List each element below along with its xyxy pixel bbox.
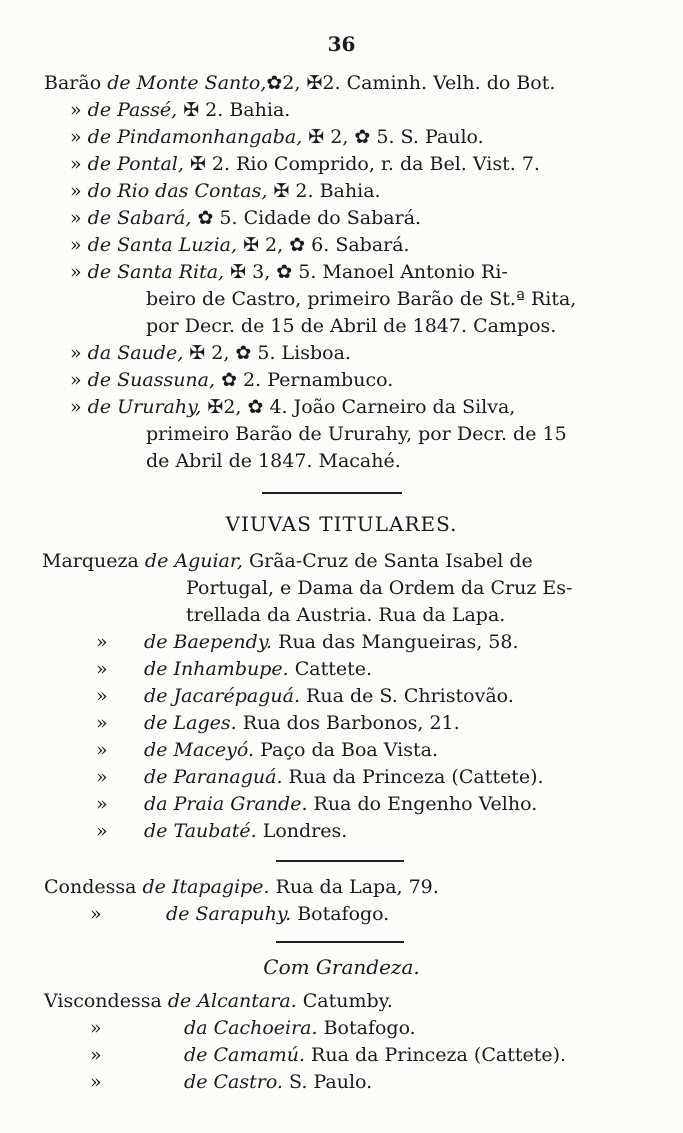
- list-item: de Abril de 1847. Macahé.: [146, 450, 401, 472]
- list-item: primeiro Barão de Ururahy, por Decr. de 15: [146, 423, 567, 445]
- list-item: Marqueza de Aguiar, Grãa-Cruz de Santa Isabel de: [42, 550, 533, 572]
- list-item: » de Ururahy, ✠2, ✿ 4. João Carneiro da Silva,: [70, 396, 516, 418]
- list-item: » de Santa Rita, ✠ 3, ✿ 5. Manoel Antonio Ri-: [70, 261, 508, 283]
- list-item: » de Sabará, ✿ 5. Cidade do Sabará.: [70, 207, 422, 229]
- list-item: » de Passé, ✠ 2. Bahia.: [70, 99, 291, 121]
- section-divider: [276, 941, 404, 943]
- list-item: Viscondessa de Alcantara. Catumby.: [44, 990, 393, 1012]
- list-item: » de Camamú. Rua da Princeza (Cattete).: [90, 1044, 567, 1066]
- list-item: » de Paranaguá. Rua da Princeza (Cattete).: [96, 766, 544, 788]
- list-item: trellada da Austria. Rua da Lapa.: [186, 604, 506, 626]
- list-item: » de Taubaté. Londres.: [96, 820, 348, 842]
- page-number: 36: [327, 32, 356, 56]
- list-item: » do Rio das Contas, ✠ 2. Bahia.: [70, 180, 381, 202]
- list-item: » de Suassuna, ✿ 2. Pernambuco.: [70, 369, 394, 391]
- section-divider: [262, 492, 402, 494]
- list-item: por Decr. de 15 de Abril de 1847. Campos.: [146, 315, 557, 337]
- list-item: » de Castro. S. Paulo.: [90, 1071, 373, 1093]
- list-item: » da Praia Grande. Rua do Engenho Velho.: [96, 793, 538, 815]
- list-item: » de Sarapuhy. Botafogo.: [90, 903, 390, 925]
- list-item: » da Saude, ✠ 2, ✿ 5. Lisboa.: [70, 342, 351, 364]
- list-item: » de Maceyó. Paço da Boa Vista.: [96, 739, 438, 761]
- list-item: Portugal, e Dama da Ordem da Cruz Es-: [186, 577, 573, 599]
- list-item: Barão de Monte Santo,✿2, ✠2. Caminh. Velh. do Bot.: [44, 72, 556, 94]
- list-item: » de Santa Luzia, ✠ 2, ✿ 6. Sabará.: [70, 234, 410, 256]
- list-item: » de Baependy. Rua das Mangueiras, 58.: [96, 631, 519, 653]
- section-heading: VIUVAS TITULARES.: [225, 512, 458, 536]
- list-item: Condessa de Itapagipe. Rua da Lapa, 79.: [44, 876, 439, 898]
- list-item: » de Pindamonhangaba, ✠ 2, ✿ 5. S. Paulo.: [70, 126, 484, 148]
- list-item: » de Lages. Rua dos Barbonos, 21.: [96, 712, 460, 734]
- list-item: » de Jacarépaguá. Rua de S. Christovão.: [96, 685, 514, 707]
- section-subheading: Com Grandeza.: [263, 955, 420, 979]
- list-item: » de Inhambupe. Cattete.: [96, 658, 373, 680]
- section-divider: [276, 860, 404, 862]
- list-item: » da Cachoeira. Botafogo.: [90, 1017, 416, 1039]
- list-item: » de Pontal, ✠ 2. Rio Comprido, r. da Bel. Vist. 7.: [70, 153, 540, 175]
- list-item: beiro de Castro, primeiro Barão de St.ª Rita,: [146, 288, 577, 310]
